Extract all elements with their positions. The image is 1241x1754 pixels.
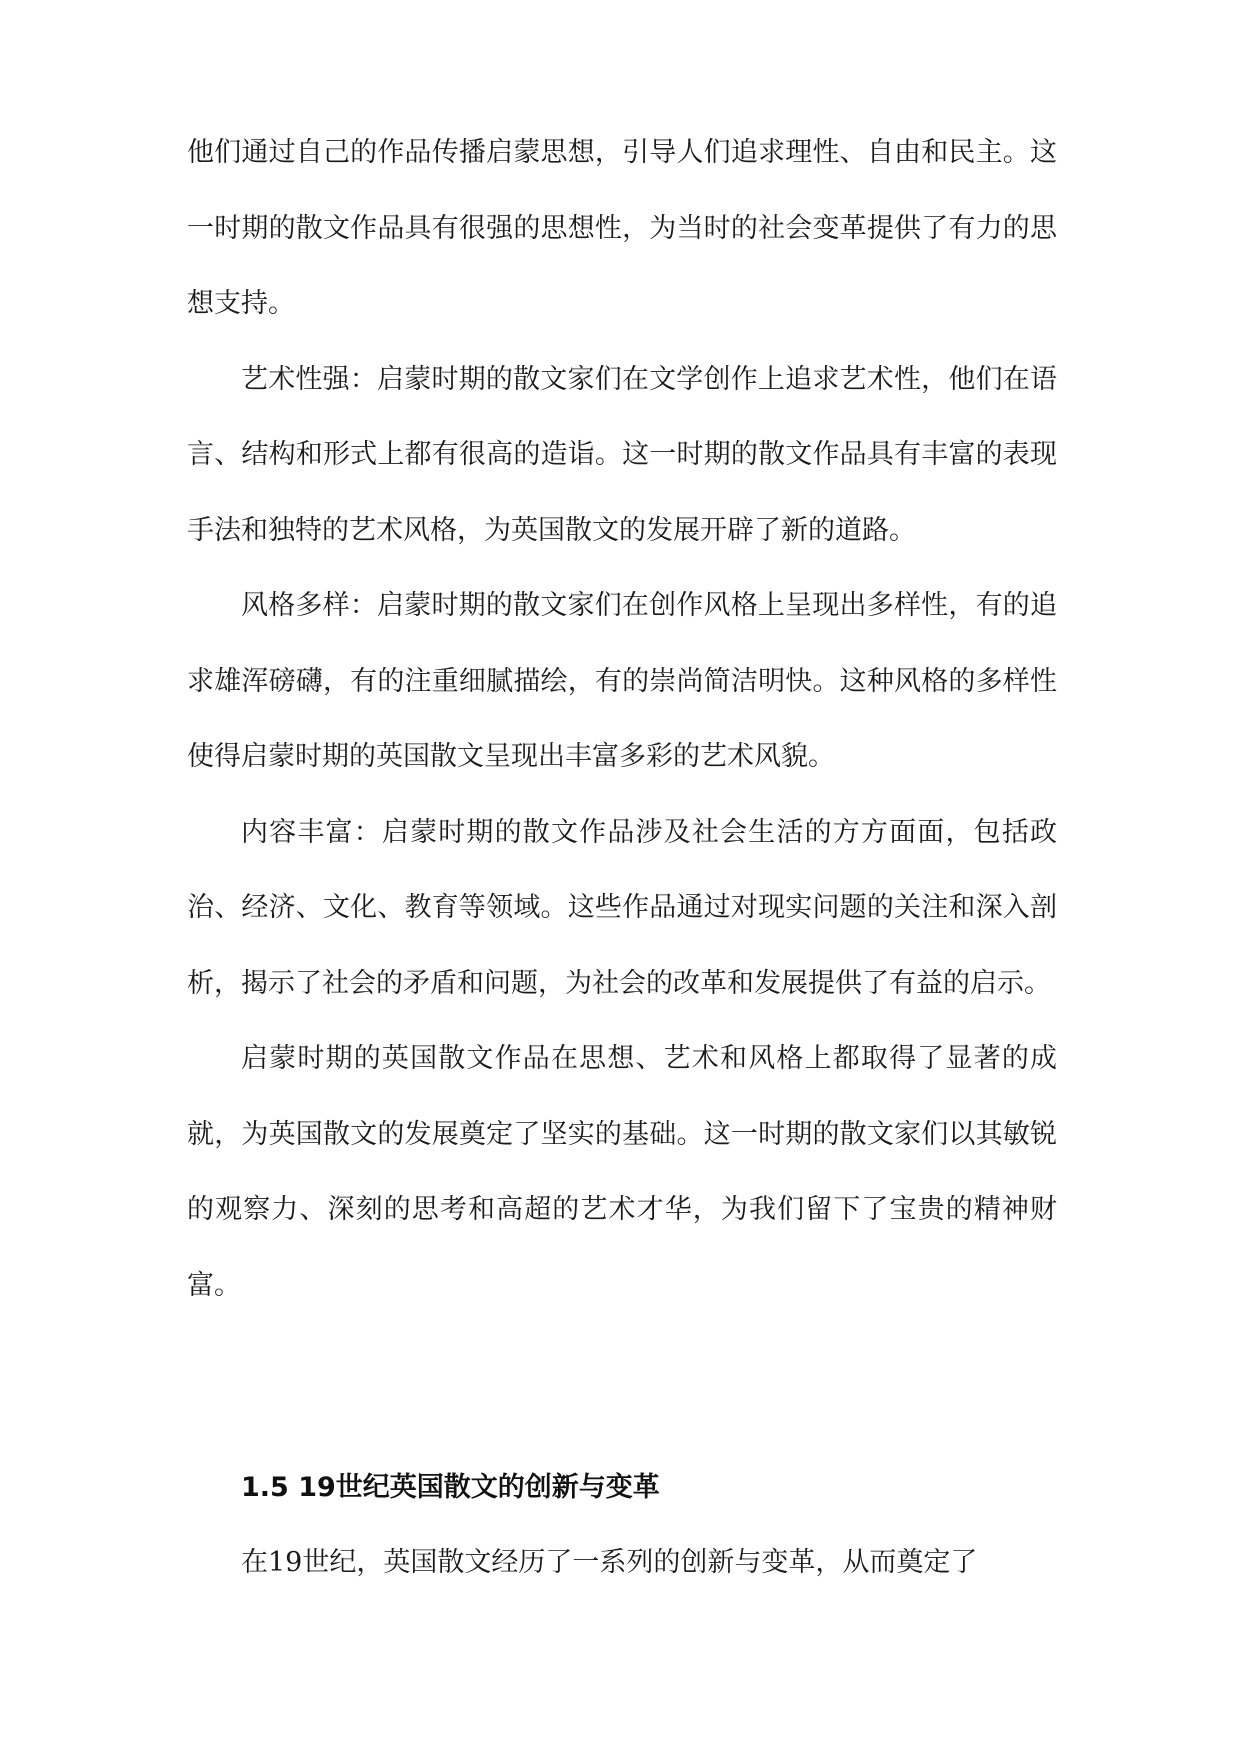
body-text [187, 115, 1057, 1323]
section-heading: 1.5 19世纪英国散文的创新与变革 [241, 1472, 660, 1503]
paragraph-5: 启蒙时期的英国散文作品在思想、艺术和风格上都取得了显著的成就，为英国散文的发展奠定了坚实的基础。这一时期的散文家们以其敏锐的观察力、深刻的思考和高超的艺术才华，为我们留下了宝贵的精神财富。 [187, 1043, 1057, 1301]
section-first-paragraph: 在19世纪，英国散文经历了一系列的创新与变革，从而奠定了 [241, 1547, 978, 1578]
paragraph-4: 内容丰富：启蒙时期的散文作品涉及社会生活的方方面面，包括政治、经济、文化、教育等领域。这些作品通过对现实问题的关注和深入剖析，揭示了社会的矛盾和问题，为社会的改革和发展提供了有益的启示。 [187, 816, 1057, 999]
paragraph-3: 风格多样：启蒙时期的散文家们在创作风格上呈现出多样性，有的追求雄浑磅礴，有的注重细腻描绘，有的崇尚简洁明快。这种风格的多样性使得启蒙时期的英国散文呈现出丰富多彩的艺术风貌。 [187, 590, 1057, 772]
paragraph-2: 艺术性强：启蒙时期的散文家们在文学创作上追求艺术性，他们在语言、结构和形式上都有很高的造诣。这一时期的散文作品具有丰富的表现手法和独特的艺术风格，为英国散文的发展开辟了新的道路。 [187, 363, 1057, 546]
paragraph-1: 他们通过自己的作品传播启蒙思想，引导人们追求理性、自由和民主。这一时期的散文作品具有很强的思想性，为当时的社会变革提供了有力的思想支持。 [187, 137, 1057, 319]
